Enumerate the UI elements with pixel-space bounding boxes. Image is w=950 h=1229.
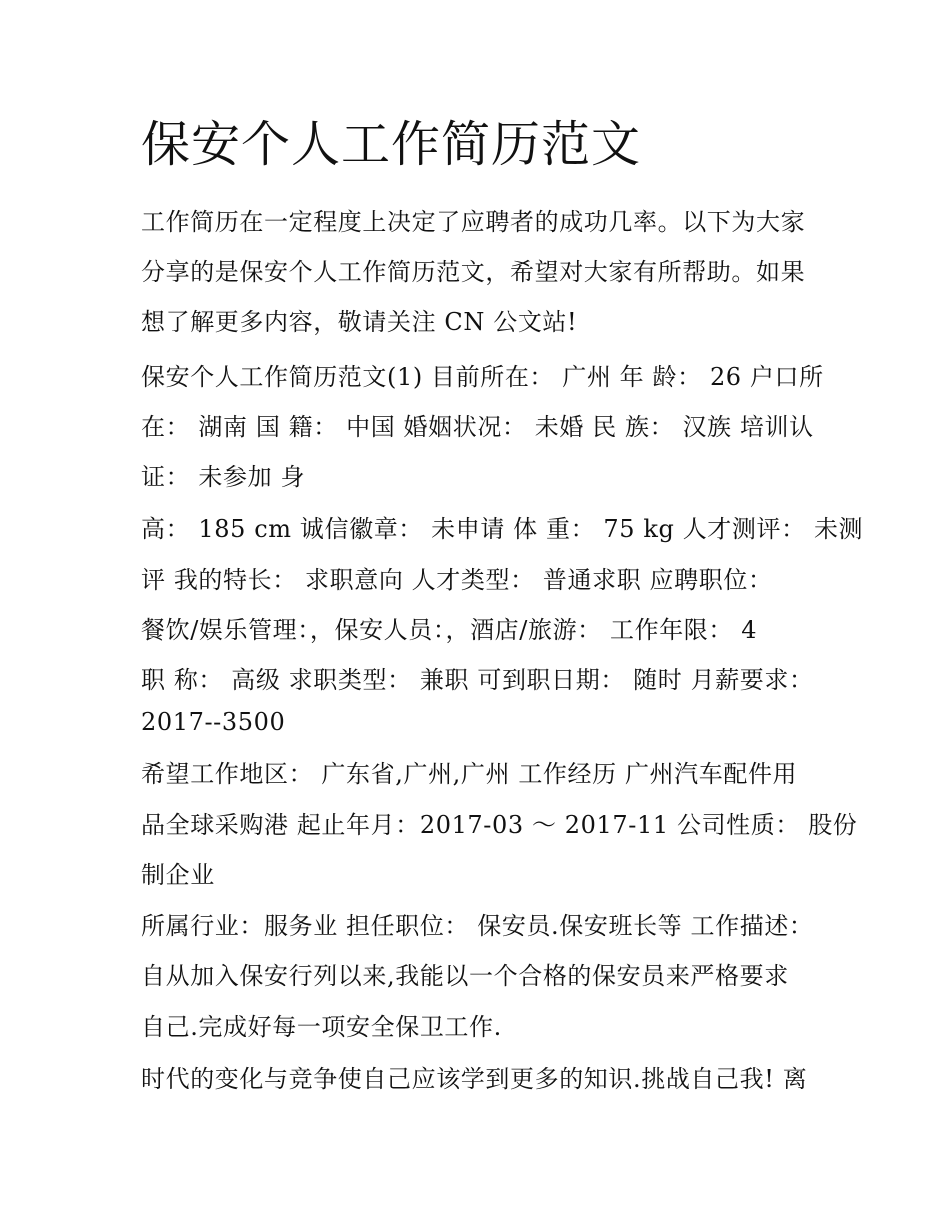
body-line: 自从加入保安行列以来,我能以一个合格的保安员来严格要求: [141, 962, 789, 990]
body-line: 所属行业：服务业 担任职位： 保安员.保安班长等 工作描述：: [141, 912, 814, 940]
body-line: 2017--3500: [141, 708, 286, 736]
body-line: 高： 185 cm 诚信徽章： 未申请 体 重： 75 kg 人才测评： 未测: [141, 515, 864, 543]
body-line: 分享的是保安个人工作简历范文，希望对大家有所帮助。如果: [141, 258, 806, 286]
body-line: 餐饮/娱乐管理：，保安人员：，酒店/旅游： 工作年限： 4: [141, 616, 758, 644]
body-line: 制企业: [141, 861, 215, 889]
document-title: 保安个人工作简历范文: [141, 116, 642, 173]
body-line: 在： 湖南 国 籍： 中国 婚姻状况： 未婚 民 族： 汉族 培训认: [141, 413, 814, 441]
body-line: 品全球采购港 起止年月：2017-03 ～ 2017-11 公司性质： 股份: [141, 811, 858, 839]
body-line: 想了解更多内容，敬请关注 CN 公文站!: [141, 308, 578, 336]
body-line: 职 称： 高级 求职类型： 兼职 可到职日期： 随时 月薪要求：: [141, 666, 814, 694]
body-line: 证： 未参加 身: [141, 463, 306, 491]
body-line: 工作简历在一定程度上决定了应聘者的成功几率。以下为大家: [141, 208, 806, 236]
body-line: 保安个人工作简历范文(1) 目前所在： 广州 年 龄： 26 户口所: [141, 363, 824, 391]
body-line: 自己.完成好每一项安全保卫工作.: [141, 1013, 502, 1041]
body-line: 时代的变化与竞争使自己应该学到更多的知识.挑战自己我! 离: [141, 1065, 808, 1093]
body-line: 评 我的特长： 求职意向 人才类型： 普通求职 应聘职位：: [141, 566, 773, 594]
body-line: 希望工作地区： 广东省,广州,广州 工作经历 广州汽车配件用: [141, 760, 798, 788]
